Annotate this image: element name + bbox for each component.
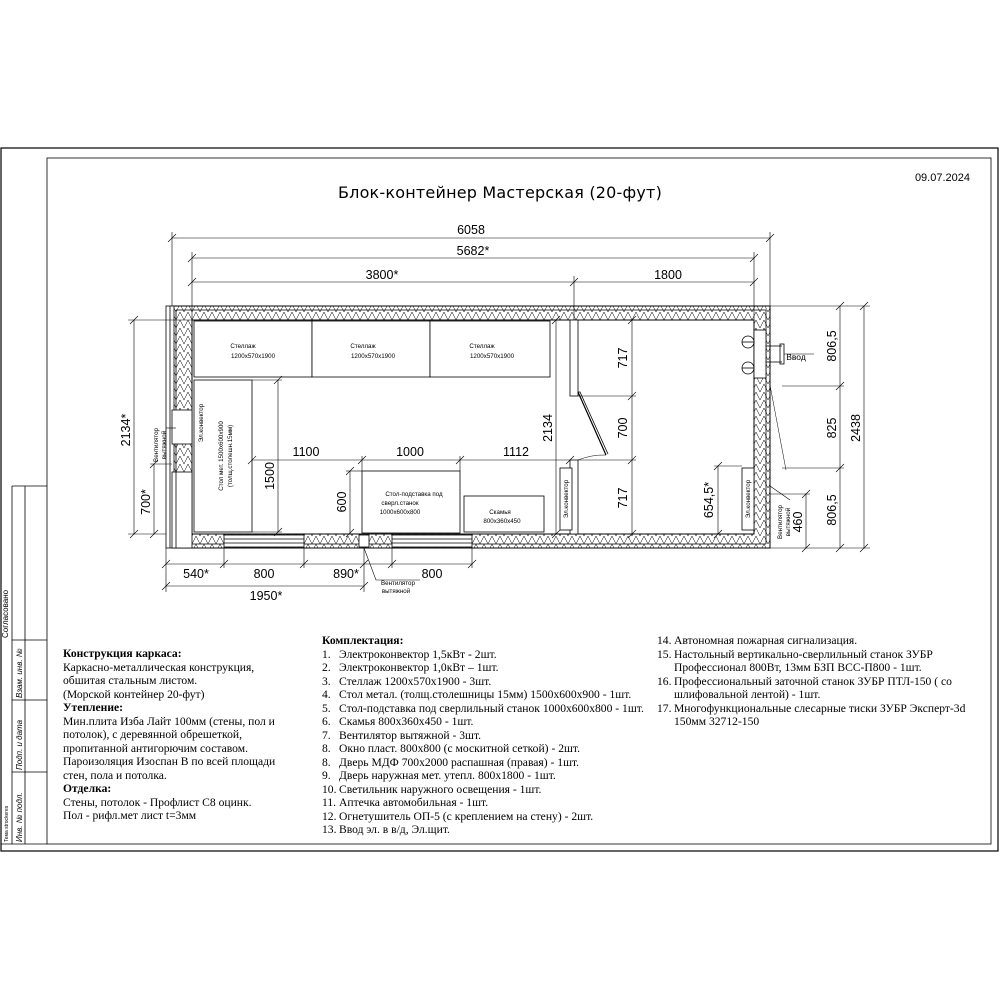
equipment-item	[322, 648, 662, 662]
equipment-item-number: 17.	[657, 701, 672, 715]
dim-right-bottom: 806,5	[825, 494, 839, 526]
equipment-item	[322, 715, 662, 729]
equipment-item-number: 3.	[322, 674, 331, 688]
dim-1100: 1100	[292, 445, 320, 459]
equipment-item-number: 10.	[322, 782, 337, 796]
equipment-item-number: 11.	[322, 796, 337, 809]
equipment-item	[657, 715, 992, 729]
metal-table-line1: Стол мет. 1500х600х900	[218, 421, 225, 491]
fan-label-left-2: вытяжной	[161, 430, 168, 460]
equipment-item-text: Стол метал. (толщ.столешницы 15мм) 1500х600х900 - 1шт.	[339, 688, 632, 701]
equipment-item	[322, 756, 662, 770]
dim-right-part: 1800	[654, 268, 682, 282]
construction-heading: Конструкция каркаса:	[63, 647, 182, 660]
equipment-item-text: Скамья 800х360х450 - 1шт.	[339, 715, 474, 728]
equipment-item-text: Электроконвектор 1,5кВт - 2шт.	[339, 647, 497, 661]
equipment-item-text: 150мм 32712-150	[674, 715, 760, 728]
equipment-item-number: 12.	[322, 809, 337, 823]
equipment-item-text: Многофункциональные слесарные тиски ЗУБР Эксперт-3d	[674, 701, 966, 715]
equipment-item-number: 4.	[322, 688, 331, 701]
bench-line1: Скамья	[489, 509, 511, 516]
dim-conv-offset: 460	[791, 511, 805, 533]
equipment-list-continued	[657, 634, 992, 729]
equipment-item-text: Ввод эл. в в/д, Эл.щит.	[339, 823, 450, 836]
dim-bottom-d: 800	[421, 567, 443, 581]
dim-717-bottom: 717	[616, 487, 630, 509]
equipment-item-text: Окно пласт. 800х800 (с москитной сеткой) - 2шт.	[339, 742, 581, 755]
stamp-cell-agreed: Согласовано	[1, 589, 10, 638]
equipment-item	[322, 810, 662, 824]
shelf-1-name: Стеллаж	[230, 343, 256, 350]
equipment-item-number: 1.	[322, 647, 331, 661]
equipment-item-text: Профессионал 800Вт, 13мм БЗП ВСС-П800 - 1шт.	[674, 661, 922, 674]
vvod-label: Ввод	[786, 352, 806, 362]
insulation-line: потолок), с деревянной обрешеткой,	[63, 728, 242, 741]
equipment-item-text: Дверь МДФ 700х2000 распашная (правая) - 1шт.	[339, 755, 580, 769]
insulation-heading: Утепление:	[63, 701, 124, 714]
construction-line: (Морской контейнер 20-фут)	[63, 687, 205, 701]
dim-1112: 1112	[503, 445, 529, 459]
dim-left-low: 700*	[139, 489, 153, 515]
equipment-item-number: 16.	[657, 674, 672, 688]
equipment-item	[322, 702, 662, 716]
finish-line: Пол - рифл.мет лист t=3мм	[63, 809, 197, 822]
equipment-item-text: Аптечка автомобильная - 1шт.	[339, 796, 489, 809]
equipment-item	[322, 742, 662, 756]
dim-total-length: 6058	[457, 223, 485, 237]
dim-1500: 1500	[263, 462, 277, 490]
equipment-item	[322, 783, 662, 797]
fan-label-bottom-1: Вентилятор	[381, 580, 415, 587]
dim-bottom-e: 1950*	[249, 589, 283, 603]
dim-700-door: 700	[616, 417, 630, 439]
dim-inner-length: 5682*	[456, 244, 490, 258]
drill-stand-line2: сверл.станок	[381, 500, 419, 507]
equipment-item-number: 13.	[322, 823, 337, 836]
dim-654: 654,5*	[702, 481, 716, 519]
finish-line: Стены, потолок - Профлист С8 оцинк.	[63, 795, 252, 809]
equipment-item-text: Стеллаж 1200х570х1900 - 3шт.	[339, 674, 492, 688]
equipment-item	[657, 634, 992, 648]
finish-heading: Отделка:	[63, 782, 112, 795]
equipment-item	[322, 675, 662, 689]
equipment-item-text: Светильник наружного освещения - 1шт.	[339, 782, 542, 796]
equipment-item	[322, 729, 662, 743]
construction-line: Каркасно-металлическая конструкция,	[63, 660, 255, 674]
equipment-item-text: Автономная пожарная сигнализация.	[674, 634, 858, 647]
dim-right-mid: 825	[825, 417, 839, 439]
shelf-3-size: 1200x570x1900	[469, 353, 515, 360]
equipment-item-text: Вентилятор вытяжной - 3шт.	[339, 728, 482, 742]
construction-line: обшитая стальным листом.	[63, 674, 198, 687]
equipment-item-text: Стол-подставка под сверлильный станок 1000х600х800 - 1шт.	[339, 701, 644, 715]
fan-label-bottom-2: вытяжной	[381, 588, 411, 595]
equipment-item-text: Огнетушитель ОП-5 (с креплением на стену) - 2шт.	[339, 809, 594, 823]
dim-right-total: 2438	[849, 414, 863, 442]
shelf-2-size: 1200x570x1900	[350, 353, 396, 360]
convector-label-right: Эл.конвектор	[745, 479, 752, 519]
equipment-item-number: 7.	[322, 728, 331, 742]
insulation-line: Пароизоляция Изоспан В по всей площади	[63, 755, 276, 768]
drill-stand-line1: Стол-подставка под	[385, 491, 443, 498]
equipment-heading: Комплектация:	[322, 634, 404, 647]
equipment-item	[322, 823, 662, 837]
equipment-list	[322, 634, 662, 837]
stamp-cell-replace: Взам. инв. №	[15, 648, 24, 698]
fan-label-right-1: Вентилятор	[777, 505, 784, 539]
equipment-item-text: шлифовальной лентой) - 1шт.	[674, 688, 821, 701]
equipment-item	[657, 661, 992, 675]
left-stamp	[1, 486, 47, 844]
equipment-item-text: Настольный вертикально-сверлильный станок ЗУБР	[674, 647, 933, 661]
equipment-item-number: 2.	[322, 661, 331, 674]
equipment-item-text: Электроконвектор 1,0кВт – 1шт.	[339, 661, 499, 674]
equipment-item-text: Профессиональный заточной станок ЗУБР ПТЛ-150 ( со	[674, 674, 952, 688]
dim-1000: 1000	[396, 445, 424, 459]
bench-line2: 800х360х450	[483, 518, 521, 525]
insulation-line: пропитанной антигорючим составом.	[63, 741, 248, 755]
insulation-line: Мин.плита Изба Лайт 100мм (стены, пол и	[63, 714, 275, 728]
dim-bottom-a: 540*	[183, 567, 209, 581]
equipment-item	[657, 688, 992, 702]
dim-600: 600	[335, 491, 349, 513]
equipment-item-number: 5.	[322, 701, 331, 715]
dim-2134-inner: 2134	[541, 414, 555, 442]
construction-notes	[63, 647, 313, 823]
dim-717-top: 717	[616, 347, 630, 369]
equipment-item-number: 8.	[322, 742, 331, 755]
equipment-item	[657, 675, 992, 689]
shelf-1-size: 1200x570x1900	[230, 353, 276, 360]
equipment-item-number: 15.	[657, 647, 672, 661]
equipment-item	[657, 702, 992, 716]
equipment-item	[657, 648, 992, 662]
dim-bottom-b: 800	[253, 567, 275, 581]
equipment-item-number: 14.	[657, 634, 672, 647]
equipment-item	[322, 688, 662, 702]
drawing-title: Блок-контейнер Мастерская (20-фут)	[337, 183, 663, 202]
metal-table-line2: (толщ.столешн.15мм)	[227, 424, 234, 488]
equipment-item-text: Дверь наружная мет. утепл. 800х1800 - 1шт.	[339, 769, 556, 782]
stamp-side-text: Тема strockeres	[4, 805, 10, 842]
stamp-cell-inv: Инв. № подл.	[15, 792, 24, 842]
convector-label-mid: Эл.конвектор	[563, 479, 570, 519]
shelf-3-name: Стеллаж	[469, 343, 495, 350]
equipment-item-number: 8.	[322, 755, 331, 769]
dim-right-top: 806,5	[825, 330, 839, 362]
stamp-cell-sign: Подп. и дата	[15, 719, 24, 770]
equipment-item-number: 6.	[322, 715, 331, 728]
dim-bottom-c: 890*	[333, 567, 359, 581]
drill-stand-line3: 1000х600х800	[379, 509, 421, 516]
dim-left-part: 3800*	[365, 268, 399, 282]
dim-left-height: 2134*	[119, 413, 133, 447]
equipment-item	[322, 661, 662, 675]
equipment-item	[322, 796, 662, 810]
fan-label-left-1: Вентилятор	[153, 428, 160, 462]
equipment-item	[322, 769, 662, 783]
convector-label-left: Эл.конвектор	[198, 403, 205, 443]
equipment-item-number: 9.	[322, 769, 331, 782]
fan-label-right-2: вытяжной	[785, 507, 792, 537]
drawing-date: 09.07.2024	[914, 172, 970, 184]
insulation-line: стен, пола и потолка.	[63, 768, 167, 782]
shelf-2-name: Стеллаж	[350, 343, 376, 350]
